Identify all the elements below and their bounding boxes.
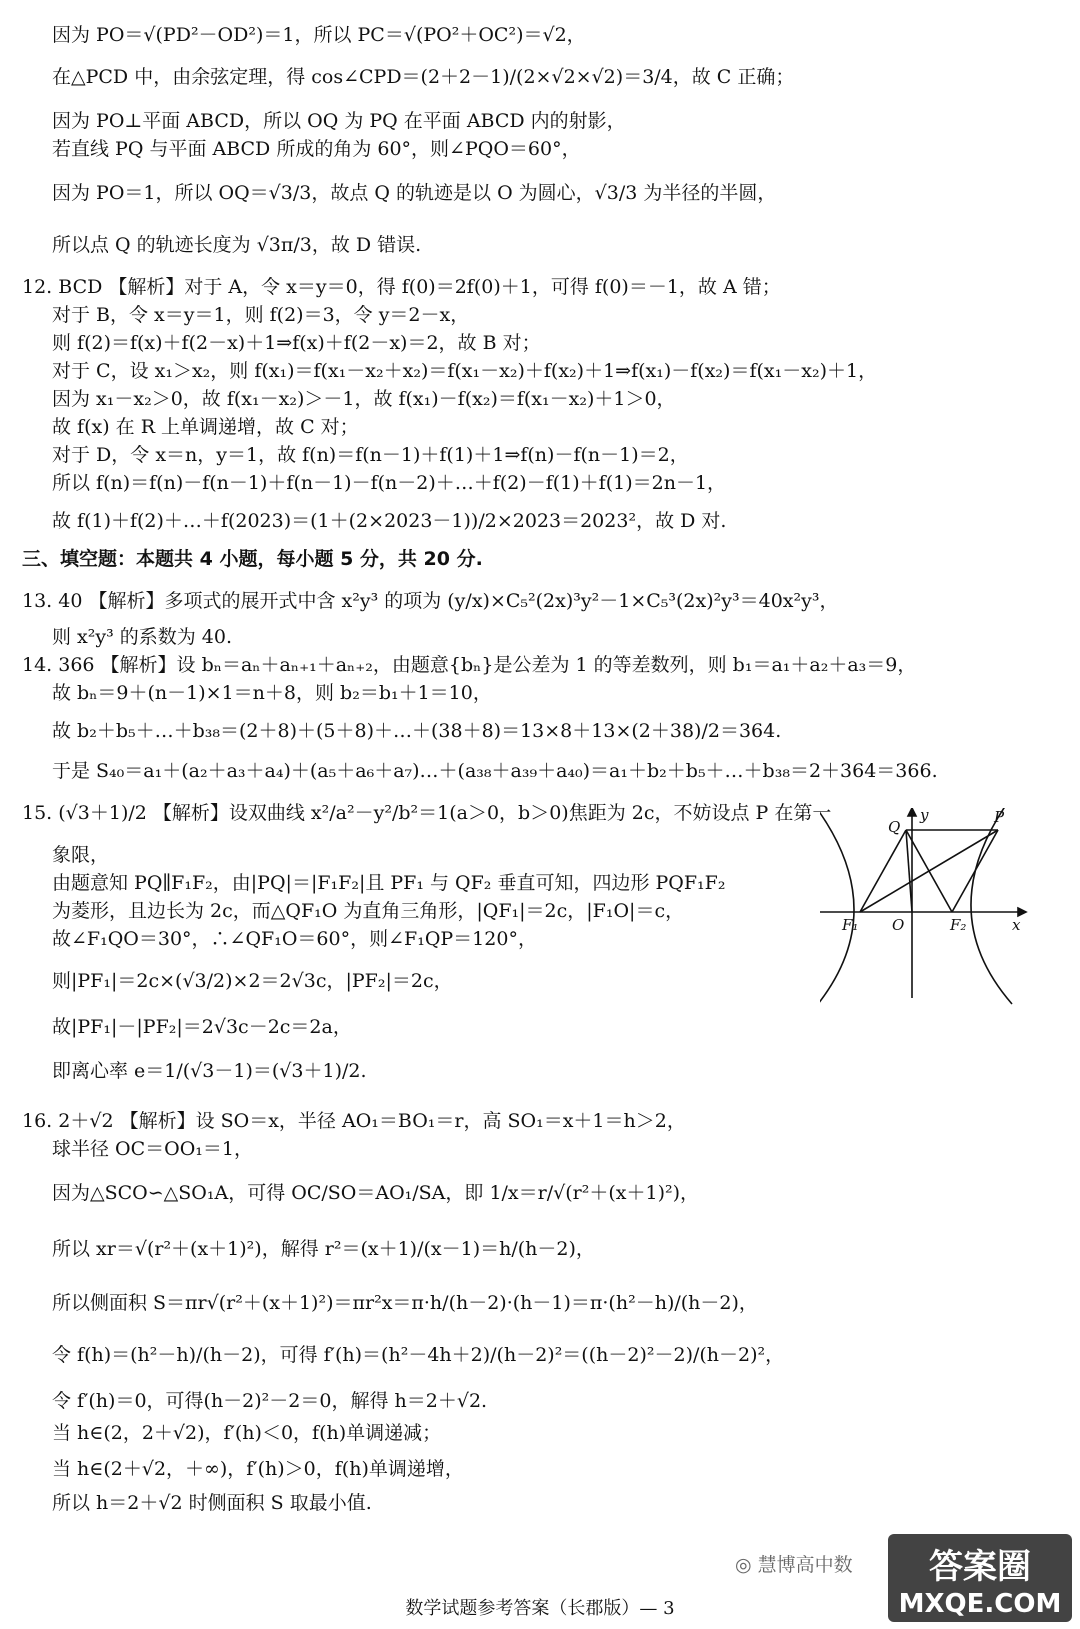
hyperbola-figure <box>820 808 1030 1008</box>
text-line: 所以 xr＝√(r²＋(x＋1)²)，解得 r²＝(x＋1)/(x－1)＝h/(h－2)， <box>52 1238 595 1260</box>
text-line: 令 f(h)＝(h²－h)/(h－2)，可得 f′(h)＝(h²－4h＋2)/(h－2)²＝((h－2)²－2)/(h－2)²， <box>52 1344 785 1366</box>
hyperbola-right-branch <box>971 808 1012 1004</box>
hyperbola-left-branch <box>820 810 854 1004</box>
text-line: 13. 40 【解析】多项式的展开式中含 x²y³ 的项为 (y/x)×C₅²(2x)³y²－1×C₅³(2x)²y³＝40x²y³， <box>22 590 839 612</box>
text-line: 因为 x₁－x₂＞0，故 f(x₁－x₂)＞－1，故 f(x₁)－f(x₂)＝f(x₁－x₂)＋1＞0， <box>52 388 676 410</box>
text-line: 14. 366 【解析】设 bₙ＝aₙ＋aₙ₊₁＋aₙ₊₂，由题意{bₙ}是公差为 1 的等差数列，则 b₁＝a₁＋a₂＋a₃＝9， <box>22 654 917 676</box>
wechat-watermark: ◎ 慧博高中数 <box>735 1554 853 1576</box>
text-line: 因为△SCO∽△SO₁A，可得 OC/SO＝AO₁/SA，即 1/x＝r/√(r²＋(x＋1)²)， <box>52 1182 700 1204</box>
text-line: 对于 B，令 x＝y＝1，则 f(2)＝3，令 y＝2－x， <box>52 304 470 326</box>
segment-QO <box>906 830 912 912</box>
text-line: 所以 h＝2＋√2 时侧面积 S 取最小值. <box>52 1492 372 1514</box>
text-line: 因为 PO＝1，所以 OQ＝√3/3，故点 Q 的轨迹是以 O 为圆心，√3/3 为半径的半圆， <box>52 182 777 204</box>
svg-text:答案圈: 答案圈 <box>929 1547 1031 1587</box>
label-O: O <box>892 916 905 934</box>
y-axis-arrow <box>908 808 916 816</box>
text-line: 于是 S₄₀＝a₁＋(a₂＋a₃＋a₄)＋(a₅＋a₆＋a₇)…＋(a₃₈＋a₃₉＋a₄₀)＝a₁＋b₂＋b₅＋…＋b₃₈＝2＋364＝366. <box>52 760 938 782</box>
text-line: 故 bₙ＝9＋(n－1)×1＝n＋8，则 b₂＝b₁＋1＝10， <box>52 682 492 704</box>
page-footer: 数学试题参考答案（长郡版）— 3 <box>405 1598 675 1619</box>
text-line: 所以 f(n)＝f(n)－f(n－1)＋f(n－1)－f(n－2)＋…＋f(2)－f(1)＋f(1)＝2n－1， <box>52 472 727 494</box>
label-F1: F₁ <box>842 916 859 934</box>
text-line: 15. (√3＋1)/2 【解析】设双曲线 x²/a²－y²/b²＝1(a＞0，b＞0)焦距为 2c，不妨设点 P 在第一 <box>22 802 832 824</box>
wechat-icon: ◎ <box>735 1554 758 1576</box>
label-Q: Q <box>888 818 901 836</box>
text-line: 当 h∈(2，2＋√2)，f′(h)＜0，f(h)单调递减； <box>52 1422 442 1444</box>
text-line: 因为 PO＝√(PD²－OD²)＝1，所以 PC＝√(PO²＋OC²)＝√2， <box>52 24 586 46</box>
text-line: 当 h∈(2＋√2，＋∞)，f′(h)＞0，f(h)单调递增， <box>52 1458 464 1480</box>
label-F2: F₂ <box>950 916 967 934</box>
section-heading: 三、填空题：本题共 4 小题，每小题 5 分，共 20 分. <box>22 548 483 570</box>
text-line: 在△PCD 中，由余弦定理，得 cos∠CPD＝(2＋2－1)/(2×√2×√2)＝3/4，故 C 正确； <box>52 66 795 88</box>
x-axis-arrow <box>1018 908 1026 916</box>
text-line: 故|PF₁|－|PF₂|＝2√3c－2c＝2a， <box>52 1016 352 1038</box>
text-line: 所以侧面积 S＝πr√(r²＋(x＋1)²)＝πr²x＝π·h/(h－2)·(h－1)＝π·(h²－h)/(h－2)， <box>52 1292 758 1314</box>
text-line: 故 f(x) 在 R 上单调递增，故 C 对； <box>52 416 359 438</box>
label-y: y <box>920 808 929 824</box>
text-line: 则 x²y³ 的系数为 40. <box>52 626 233 648</box>
text-line: 对于 C，设 x₁＞x₂，则 f(x₁)＝f(x₁－x₂＋x₂)＝f(x₁－x₂)＋f(x₂)＋1⇒f(x₁)－f(x₂)＝f(x₁－x₂)＋1， <box>52 360 878 382</box>
text-line: 则|PF₁|＝2c×(√3/2)×2＝2√3c，|PF₂|＝2c， <box>52 970 453 992</box>
text-line: 16. 2＋√2 【解析】设 SO＝x，半径 AO₁＝BO₁＝r，高 SO₁＝x＋1＝h＞2， <box>22 1110 686 1132</box>
segment-QF1 <box>860 830 906 912</box>
text-line: 若直线 PQ 与平面 ABCD 所成的角为 60°，则∠PQO＝60°， <box>52 138 581 160</box>
text-line: 由题意知 PQ∥F₁F₂，由|PQ|＝|F₁F₂|且 PF₁ 与 QF₂ 垂直可知，四边形 PQF₁F₂ <box>52 872 726 894</box>
text-line: 则 f(2)＝f(x)＋f(2－x)＋1⇒f(x)＋f(2－x)＝2，故 B 对； <box>52 332 541 354</box>
label-x: x <box>1012 916 1021 934</box>
text-line: 球半径 OC＝OO₁＝1， <box>52 1138 254 1160</box>
text-line: 所以点 Q 的轨迹长度为 √3π/3，故 D 错误. <box>52 234 422 256</box>
text-line: 因为 PO⊥平面 ABCD，所以 OQ 为 PQ 在平面 ABCD 内的射影， <box>52 110 626 132</box>
text-line: 即离心率 e＝1/(√3－1)＝(√3＋1)/2. <box>52 1060 367 1082</box>
segment-PF2 <box>952 830 998 912</box>
text-line: 故 b₂＋b₅＋…＋b₃₈＝(2＋8)＋(5＋8)＋…＋(38＋8)＝13×8＋13×(2＋38)/2＝364. <box>52 720 782 742</box>
text-line: 令 f′(h)＝0，可得(h－2)²－2＝0，解得 h＝2＋√2. <box>52 1390 488 1412</box>
svg-text:MXQE.COM: MXQE.COM <box>898 1589 1062 1619</box>
text-line: 象限， <box>52 844 110 866</box>
text-line: 故∠F₁QO＝30°，∴∠QF₁O＝60°，则∠F₁QP＝120°， <box>52 928 537 950</box>
text-line: 12. BCD 【解析】对于 A，令 x＝y＝0，得 f(0)＝2f(0)＋1，可得 f(0)＝－1，故 A 错； <box>22 276 781 298</box>
label-P: P <box>994 808 1005 826</box>
text-line: 为菱形，且边长为 2c，而△QF₁O 为直角三角形，|QF₁|＝2c，|F₁O|＝c， <box>52 900 685 922</box>
segment-PF1 <box>860 830 998 912</box>
text-line: 对于 D，令 x＝n，y＝1，故 f(n)＝f(n－1)＋f(1)＋1⇒f(n)－f(n－1)＝2， <box>52 444 689 466</box>
text-line: 故 f(1)＋f(2)＋…＋f(2023)＝(1＋(2×2023－1))/2×2023＝2023²，故 D 对. <box>52 510 727 532</box>
